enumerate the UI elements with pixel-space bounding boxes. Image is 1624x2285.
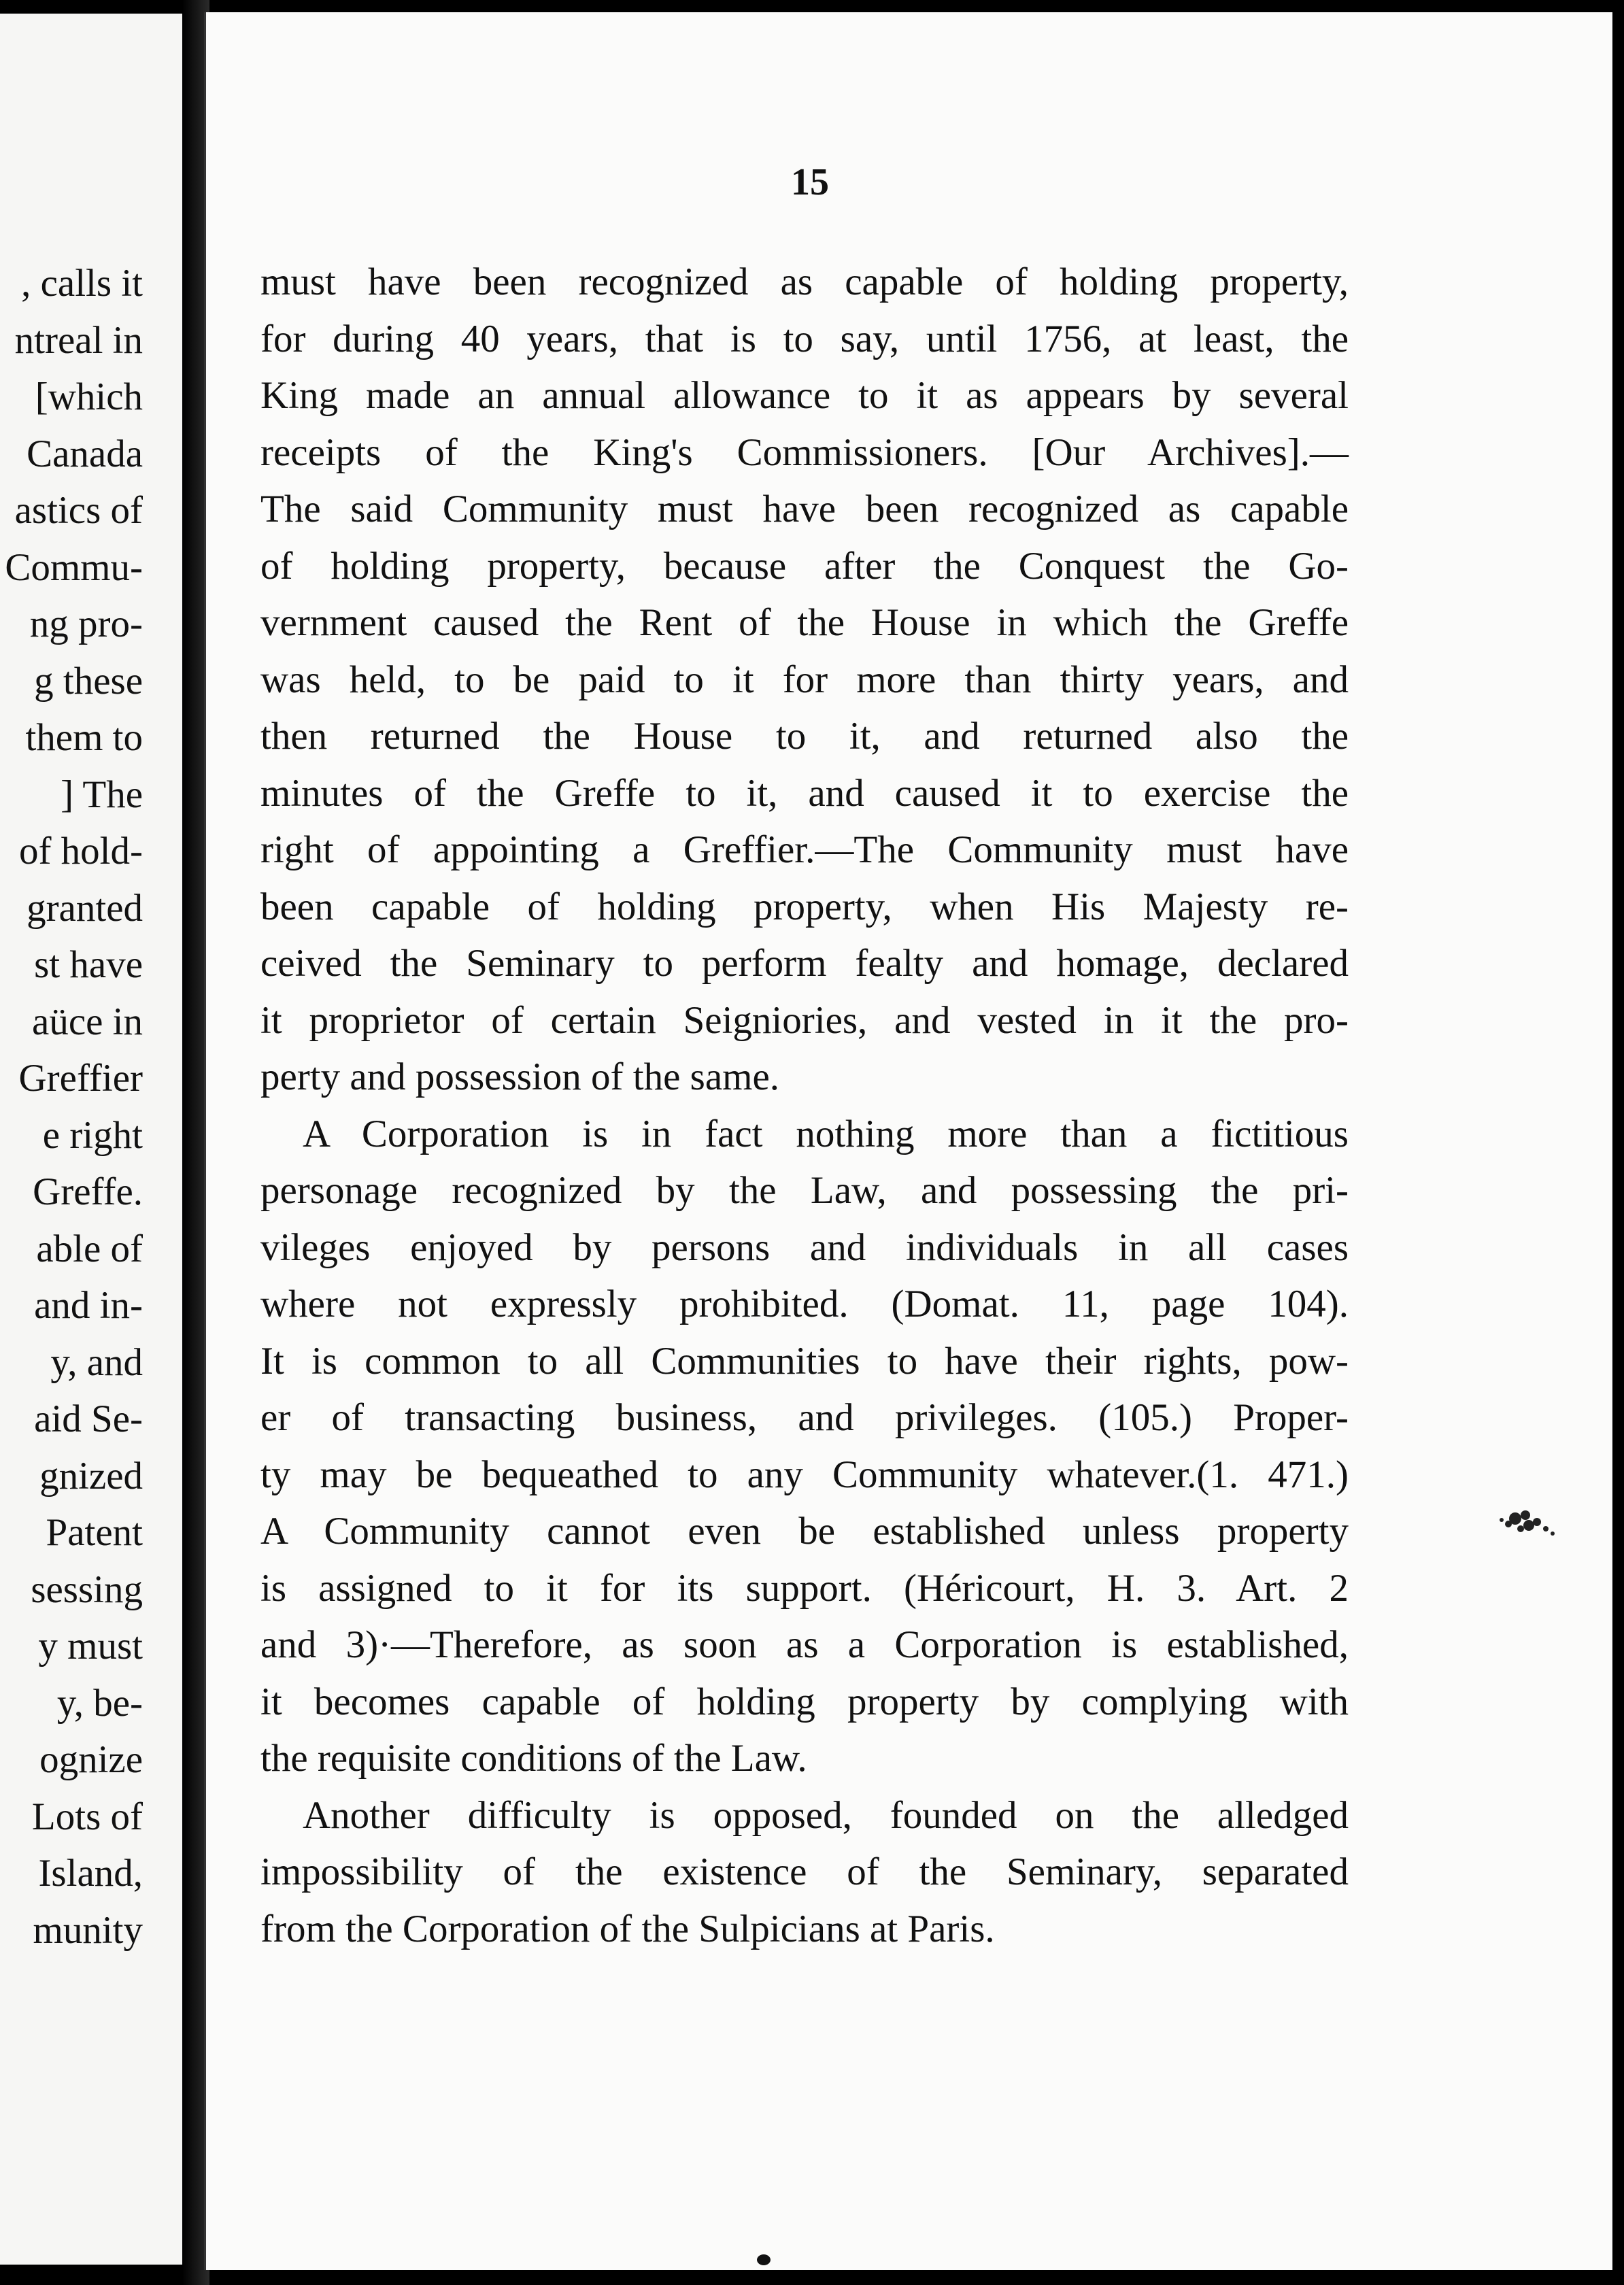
previous-page-line: Island, bbox=[38, 1852, 143, 1895]
previous-page-line: Patent bbox=[46, 1511, 143, 1554]
text-line: and 3)·—Therefore, as soon as a Corporation is established, bbox=[260, 1623, 1349, 1666]
text-line: A Corporation is in fact nothing more than a fictitious bbox=[303, 1112, 1349, 1155]
previous-page-line: granted bbox=[27, 886, 143, 930]
body-text bbox=[260, 254, 1349, 1957]
previous-page-line: Lots of bbox=[31, 1795, 143, 1838]
text-line: for during 40 years, that is to say, until 1756, at least, the bbox=[260, 317, 1349, 360]
previous-page-line: Greffe. bbox=[33, 1170, 143, 1213]
text-line: perty and possession of the same. bbox=[260, 1055, 780, 1098]
previous-page-line: able of bbox=[36, 1227, 143, 1270]
text-line: receipts of the King's Commissioners. [Our Archives].— bbox=[260, 430, 1349, 474]
text-line: then returned the House to it, and returned also the bbox=[260, 715, 1349, 758]
previous-page-line: and in- bbox=[34, 1284, 143, 1327]
previous-page-line: aid Se- bbox=[34, 1398, 143, 1440]
previous-page-line: aüce in bbox=[32, 1000, 143, 1043]
text-line: ceived the Seminary to perform fealty and homage, declared bbox=[260, 942, 1349, 985]
text-line: must have been recognized as capable of holding property, bbox=[260, 260, 1349, 303]
text-line: it proprietor of certain Seigniories, and vested in it the pro- bbox=[260, 998, 1349, 1042]
ink-mark bbox=[750, 2250, 777, 2270]
previous-page-edge bbox=[0, 14, 182, 2265]
previous-page-line: e right bbox=[42, 1113, 143, 1157]
text-line: impossibility of the existence of the Seminary, separated bbox=[260, 1850, 1349, 1893]
text-line: It is common to all Communities to have their rights, pow- bbox=[260, 1339, 1349, 1383]
previous-page-line: ognize bbox=[39, 1738, 143, 1781]
paragraph-2 bbox=[260, 1106, 1349, 1787]
text-line: The said Community must have been recognized as capable bbox=[260, 488, 1349, 530]
previous-page-line: [which bbox=[35, 375, 143, 418]
text-line: vernment caused the Rent of the House in which the Greffe bbox=[260, 601, 1349, 644]
text-line: right of appointing a Greffier.—The Community must have bbox=[260, 828, 1349, 871]
text-line: it becomes capable of holding property by complying with bbox=[260, 1680, 1349, 1723]
text-line: the requisite conditions of the Law. bbox=[260, 1737, 807, 1780]
previous-page-line: munity bbox=[33, 1908, 143, 1952]
previous-page-line: astics of bbox=[14, 489, 143, 532]
page bbox=[204, 12, 1612, 2270]
text-line: er of transacting business, and privileges. (105.) Proper- bbox=[260, 1396, 1349, 1439]
previous-page-line: them to bbox=[25, 716, 143, 759]
previous-page-line: , calls it bbox=[21, 262, 143, 305]
previous-page-line: ] The bbox=[61, 773, 143, 816]
previous-page-line: y, and bbox=[50, 1340, 143, 1384]
previous-page-line: y, be- bbox=[56, 1681, 143, 1725]
text-line: King made an annual allowance to it as appears by several bbox=[260, 374, 1349, 417]
previous-page-text bbox=[0, 255, 143, 1959]
text-line: ty may be bequeathed to any Community whatever.(1. 471.) bbox=[260, 1453, 1349, 1496]
text-line: A Community cannot even be established unless property bbox=[260, 1510, 1349, 1553]
text-line: of holding property, because after the Conquest the Go- bbox=[260, 544, 1349, 588]
text-line: from the Corporation of the Sulpicians at Paris. bbox=[260, 1907, 995, 1950]
text-line: where not expressly prohibited. (Domat. 11, page 104). bbox=[260, 1283, 1349, 1325]
text-line: personage recognized by the Law, and possessing the pri- bbox=[260, 1169, 1349, 1212]
previous-page-line: Commu- bbox=[5, 545, 143, 589]
previous-page-line: ntreal in bbox=[14, 318, 143, 362]
previous-page-line: gnized bbox=[39, 1454, 143, 1497]
text-line: vileges enjoyed by persons and individuals in all cases bbox=[260, 1225, 1349, 1269]
text-line: Another difficulty is opposed, founded on the alledged bbox=[303, 1793, 1349, 1837]
text-line: was held, to be paid to it for more than thirty years, and bbox=[260, 658, 1349, 701]
previous-page-line: of hold- bbox=[18, 830, 143, 873]
text-line: minutes of the Greffe to it, and caused it to exercise the bbox=[260, 771, 1349, 815]
previous-page-line: sessing bbox=[31, 1568, 143, 1611]
page-number: 15 bbox=[791, 161, 829, 203]
text-line: been capable of holding property, when His Majesty re- bbox=[260, 885, 1349, 928]
paper-blemish bbox=[1488, 1498, 1563, 1546]
previous-page-line: Greffier bbox=[18, 1057, 143, 1100]
previous-page-line: ng pro- bbox=[29, 603, 143, 645]
previous-page-line: y must bbox=[38, 1625, 143, 1668]
previous-page-line: st have bbox=[34, 943, 143, 986]
previous-page-line: g these bbox=[34, 659, 143, 703]
paragraph-1 bbox=[260, 254, 1349, 1106]
previous-page-line: Canada bbox=[27, 432, 143, 475]
paragraph-3 bbox=[260, 1787, 1349, 1958]
text-line: is assigned to it for its support. (Héricourt, H. 3. Art. 2 bbox=[260, 1566, 1349, 1610]
